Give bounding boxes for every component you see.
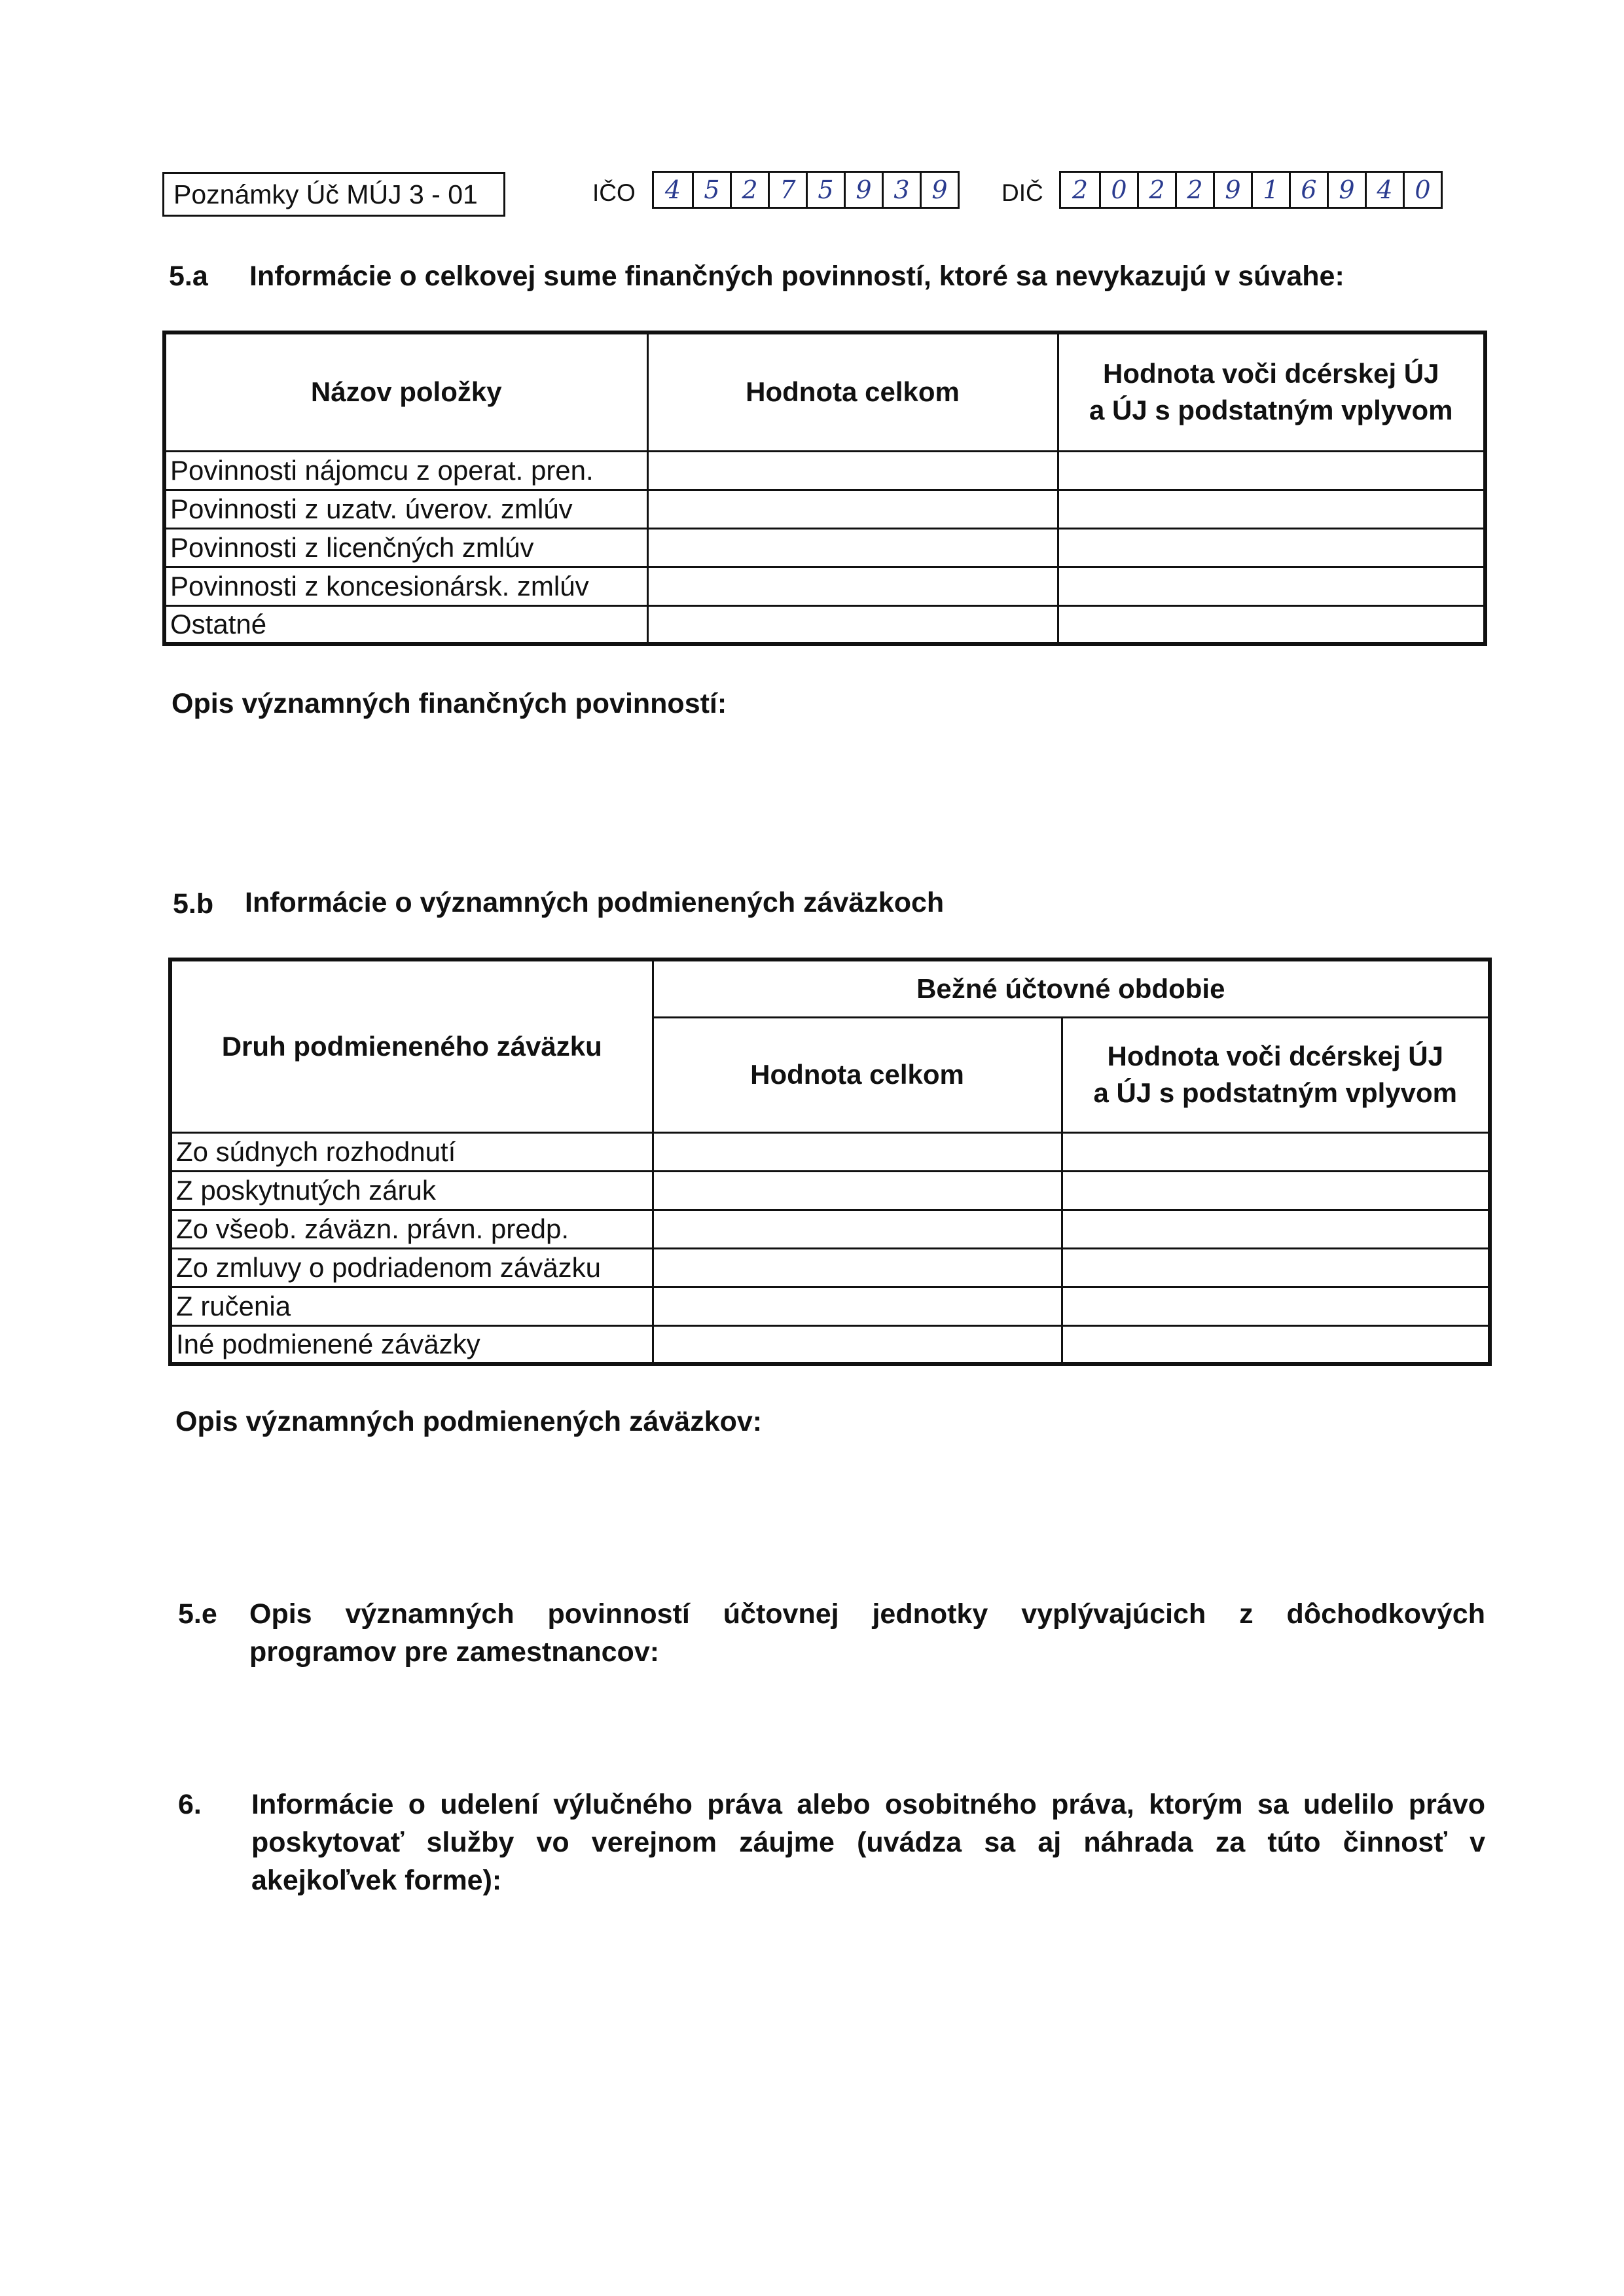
row-label: Ostatné (164, 605, 647, 644)
digit-box[interactable]: 4 (1365, 173, 1403, 207)
table-row (164, 605, 1485, 644)
table-row (170, 1210, 1490, 1248)
row-value-related[interactable] (1062, 1287, 1490, 1325)
col-header-type: Druh podmieneného záväzku (170, 960, 653, 1132)
row-label: Iné podmienené záväzky (170, 1325, 653, 1364)
row-value-total[interactable] (653, 1287, 1062, 1325)
row-value-related[interactable] (1058, 451, 1485, 490)
row-value-related[interactable] (1058, 528, 1485, 567)
digit-box[interactable]: 1 (1251, 173, 1289, 207)
contingent-liabilities-table (168, 958, 1492, 1366)
row-label: Zo súdnych rozhodnutí (170, 1132, 653, 1171)
row-value-total[interactable] (653, 1210, 1062, 1248)
section-6-line1: Informácie o udelení výlučného práva alebo osobitného práva, ktorým sa udelilo právo (251, 1789, 1485, 1820)
section-5e-number: 5.e (178, 1598, 217, 1630)
row-label: Povinnosti z uzatv. úverov. zmlúv (164, 490, 647, 528)
digit-box[interactable]: 7 (768, 173, 806, 207)
table-row (164, 490, 1485, 528)
row-value-related[interactable] (1062, 1171, 1490, 1210)
dic-label: DIČ (1001, 179, 1043, 206)
digit-box[interactable]: 9 (1327, 173, 1365, 207)
section-5e-text (249, 1595, 1485, 1671)
row-value-total[interactable] (647, 567, 1058, 605)
row-label: Povinnosti nájomcu z operat. pren. (164, 451, 647, 490)
table-header-row (170, 960, 1490, 1017)
col-header-related-line2: a ÚJ s podstatným vplyvom (1093, 1077, 1457, 1108)
financial-obligations-description-heading: Opis významných finančných povinností: (171, 688, 727, 719)
row-value-related[interactable] (1062, 1132, 1490, 1171)
section-5a-number: 5.a (169, 260, 208, 292)
row-label: Povinnosti z koncesionársk. zmlúv (164, 567, 647, 605)
col-header-item: Názov položky (164, 332, 647, 451)
col-header-related (1062, 1017, 1490, 1132)
digit-box[interactable]: 5 (692, 173, 730, 207)
digit-box[interactable]: 9 (1213, 173, 1251, 207)
row-label: Zo zmluvy o podriadenom záväzku (170, 1248, 653, 1287)
row-value-total[interactable] (653, 1171, 1062, 1210)
digit-box[interactable]: 2 (730, 173, 768, 207)
section-6-line3: akejkoľvek forme): (251, 1865, 502, 1896)
row-label: Zo všeob. záväzn. právn. predp. (170, 1210, 653, 1248)
row-value-total[interactable] (653, 1132, 1062, 1171)
ico-label: IČO (592, 179, 636, 206)
section-5e-line2: programov pre zamestnancov: (249, 1636, 660, 1668)
row-value-total[interactable] (647, 528, 1058, 567)
row-value-total[interactable] (647, 490, 1058, 528)
col-header-period: Bežné účtovné obdobie (653, 960, 1490, 1017)
ico-field (652, 171, 960, 209)
digit-box[interactable]: 9 (920, 173, 958, 207)
digit-box[interactable]: 0 (1099, 173, 1137, 207)
row-value-related[interactable] (1058, 567, 1485, 605)
digit-box[interactable]: 9 (844, 173, 882, 207)
table-row (164, 528, 1485, 567)
row-label: Z ručenia (170, 1287, 653, 1325)
row-value-total[interactable] (647, 605, 1058, 644)
table-row (170, 1171, 1490, 1210)
row-value-related[interactable] (1062, 1210, 1490, 1248)
table-row (170, 1325, 1490, 1364)
col-header-total: Hodnota celkom (647, 332, 1058, 451)
col-header-total: Hodnota celkom (653, 1017, 1062, 1132)
row-value-related[interactable] (1062, 1248, 1490, 1287)
table-row (170, 1248, 1490, 1287)
row-label: Z poskytnutých záruk (170, 1171, 653, 1210)
row-value-related[interactable] (1058, 605, 1485, 644)
section-6-line2: poskytovať služby vo verejnom záujme (uvádza sa aj náhrada za túto činnosť v (251, 1827, 1485, 1858)
section-5b-number: 5.b (173, 888, 214, 920)
section-6-number: 6. (178, 1789, 202, 1820)
digit-box[interactable]: 2 (1137, 173, 1175, 207)
contingent-liabilities-description-heading: Opis významných podmienených záväzkov: (175, 1406, 763, 1437)
row-label: Povinnosti z licenčných zmlúv (164, 528, 647, 567)
table-header-row (164, 332, 1485, 451)
digit-box[interactable]: 0 (1403, 173, 1441, 207)
section-5a-title: Informácie o celkovej sume finančných povinností, ktoré sa nevykazujú v súvahe: (249, 260, 1344, 292)
section-6-text (251, 1785, 1485, 1899)
digit-box[interactable]: 6 (1289, 173, 1327, 207)
table-row (170, 1132, 1490, 1171)
form-code-box (162, 172, 505, 217)
table-row (164, 451, 1485, 490)
digit-box[interactable]: 2 (1175, 173, 1213, 207)
table-row (164, 567, 1485, 605)
row-value-total[interactable] (647, 451, 1058, 490)
dic-field (1059, 171, 1443, 209)
section-5e-line1: Opis významných povinností účtovnej jednotky vyplývajúcich z dôchodkových (249, 1598, 1485, 1630)
col-header-related (1058, 332, 1485, 451)
row-value-total[interactable] (653, 1325, 1062, 1364)
digit-box[interactable]: 4 (664, 175, 681, 204)
row-value-related[interactable] (1058, 490, 1485, 528)
col-header-related-line1: Hodnota voči dcérskej ÚJ (1103, 358, 1439, 389)
section-5b-title: Informácie o významných podmienených záväzkoch (245, 887, 945, 918)
financial-obligations-table (162, 331, 1487, 646)
col-header-related-line1: Hodnota voči dcérskej ÚJ (1107, 1041, 1443, 1071)
table-row (170, 1287, 1490, 1325)
digit-box[interactable]: 2 (1072, 175, 1089, 204)
row-value-total[interactable] (653, 1248, 1062, 1287)
digit-box[interactable]: 5 (806, 173, 844, 207)
digit-box[interactable]: 3 (882, 173, 920, 207)
form-code: Poznámky Úč MÚJ 3 - 01 (173, 179, 478, 209)
row-value-related[interactable] (1062, 1325, 1490, 1364)
col-header-related-line2: a ÚJ s podstatným vplyvom (1089, 395, 1453, 426)
